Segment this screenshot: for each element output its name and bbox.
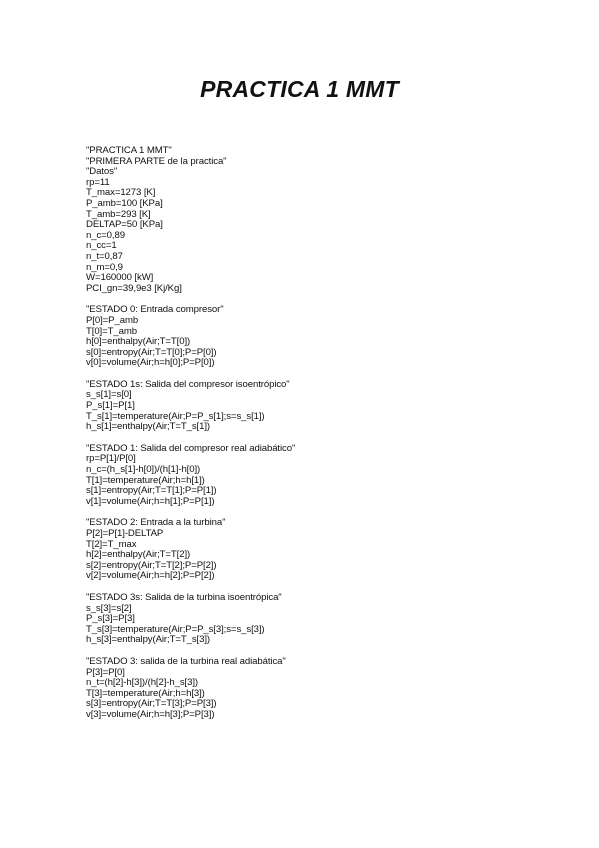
equation-line: T[2]=T_max bbox=[86, 538, 137, 550]
equation-line: s[3]=entropy(Air;T=T[3];P=P[3]) bbox=[86, 698, 217, 710]
section-comment: "ESTADO 2: Entrada a la turbina" bbox=[86, 517, 226, 529]
equation-block bbox=[86, 146, 506, 294]
equation-line: h_s[3]=enthalpy(Air;T=T_s[3]) bbox=[86, 634, 211, 646]
equation-line: "Datos" bbox=[86, 166, 118, 178]
equations-block bbox=[86, 146, 506, 721]
equation-line: DELTAP=50 [KPa] bbox=[86, 219, 163, 231]
equation-line: P[0]=P_amb bbox=[86, 314, 139, 326]
equation-line: n_m=0,9 bbox=[86, 261, 123, 273]
equation-line: rp=P[1]/P[0] bbox=[86, 453, 136, 465]
equation-line: s[1]=entropy(Air;T=T[1];P=P[1]) bbox=[86, 485, 217, 497]
equation-line: n_t=(h[2]-h[3])/(h[2]-h_s[3]) bbox=[86, 677, 199, 689]
equation-line: v[2]=volume(Air;h=h[2];P=P[2]) bbox=[86, 570, 215, 582]
equation-line: v[0]=volume(Air;h=h[0];P=P[0]) bbox=[86, 357, 215, 369]
equation-line: T_amb=293 [K] bbox=[86, 208, 151, 220]
equation-line: n_c=(h_s[1]-h[0])/(h[1]-h[0]) bbox=[86, 464, 201, 476]
section-comment: "PRACTICA 1 MMT" bbox=[86, 145, 172, 156]
equation-line: T_max=1273 [K] bbox=[86, 187, 156, 199]
equation-line: n_cc=1 bbox=[86, 240, 117, 252]
equation-line: n_c=0,89 bbox=[86, 229, 125, 241]
document-title: PRACTICA 1 MMT bbox=[200, 76, 399, 102]
equation-line: s[0]=entropy(Air;T=T[0];P=P[0]) bbox=[86, 346, 217, 358]
equation-line: T[0]=T_amb bbox=[86, 325, 137, 337]
equation-line: T[1]=temperature(Air;h=h[1]) bbox=[86, 474, 205, 486]
equation-line: s_s[3]=s[2] bbox=[86, 602, 132, 614]
section-comment: "ESTADO 1: Salida del compresor real adiabático" bbox=[86, 442, 296, 454]
equation-block bbox=[86, 657, 506, 721]
section-comment: "ESTADO 1s: Salida del compresor isoentrópico" bbox=[86, 378, 290, 390]
equation-line: n_t=0,87 bbox=[86, 250, 123, 262]
equation-line: P[3]=P[0] bbox=[86, 666, 125, 678]
equation-block bbox=[86, 444, 506, 508]
equation-block bbox=[86, 518, 506, 582]
equation-line: s[2]=entropy(Air;T=T[2];P=P[2]) bbox=[86, 559, 217, 571]
equation-line: v[3]=volume(Air;h=h[3];P=P[3]) bbox=[86, 708, 215, 720]
equation-line: P[2]=P[1]-DELTAP bbox=[86, 528, 164, 539]
equation-line: T_s[3]=temperature(Air;P=P_s[3];s=s_s[3]) bbox=[86, 623, 265, 635]
equation-line: P_amb=100 [KPa] bbox=[86, 197, 163, 209]
equation-line: h[2]=enthalpy(Air;T=T[2]) bbox=[86, 549, 191, 561]
equation-line: T[3]=temperature(Air;h=h[3]) bbox=[86, 687, 205, 699]
equation-line: rp=11 bbox=[86, 176, 110, 188]
section-comment: "ESTADO 3: salida de la turbina real adiabática" bbox=[86, 655, 286, 667]
equation-line: "PRIMERA PARTE de la practica" bbox=[86, 155, 227, 167]
equation-line: s_s[1]=s[0] bbox=[86, 389, 132, 401]
equation-block bbox=[86, 593, 506, 646]
equation-line: T_s[1]=temperature(Air;P=P_s[1];s=s_s[1]) bbox=[86, 410, 265, 422]
equation-block bbox=[86, 380, 506, 433]
equation-line: h_s[1]=enthalpy(Air;T=T_s[1]) bbox=[86, 421, 211, 433]
equation-line: h[0]=enthalpy(Air;T=T[0]) bbox=[86, 336, 191, 348]
equation-line: P_s[3]=P[3] bbox=[86, 613, 135, 625]
equation-line: W=160000 [kW] bbox=[86, 272, 154, 284]
equation-line: v[1]=volume(Air;h=h[1];P=P[1]) bbox=[86, 495, 215, 507]
section-comment: "ESTADO 0: Entrada compresor" bbox=[86, 304, 224, 316]
equation-line: PCI_gn=39,9e3 [Kj/Kg] bbox=[86, 282, 182, 294]
equation-line: P_s[1]=P[1] bbox=[86, 400, 135, 412]
section-comment: "ESTADO 3s: Salida de la turbina isoentrópica" bbox=[86, 591, 282, 603]
equation-block bbox=[86, 305, 506, 369]
